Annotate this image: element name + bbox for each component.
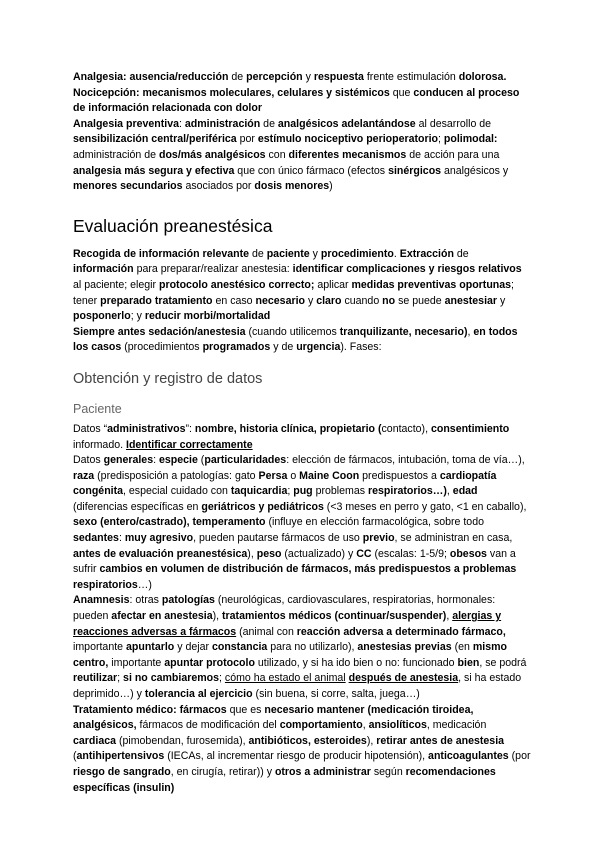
text-run: (<3 meses en perro y gato, <1 en caballo),: [323, 500, 527, 513]
text-run: no: [382, 294, 396, 307]
text-run: (influye en elección farmacológica, sobre todo: [265, 516, 484, 529]
text-run: apuntar protocolo: [164, 656, 255, 669]
text-run: ”:: [185, 422, 195, 435]
text-run: al desarrollo de: [415, 117, 492, 130]
text-run: respuesta: [313, 71, 364, 83]
text-run: si no cambiaremos: [123, 672, 220, 685]
text-run: ;: [219, 672, 225, 685]
text-run: pug: [293, 485, 313, 498]
text-run: con: [265, 148, 289, 161]
text-run: geriátricos y pediátricos: [201, 500, 324, 513]
text-run: informado.: [73, 438, 126, 451]
text-run: (diferencias específicas en: [73, 500, 202, 513]
text-run: cambios en volumen de distribución de fármacos, más predispuestos a problemas respiratorios: [73, 563, 517, 591]
text-run: Analgesia:: [73, 71, 127, 83]
text-run: ,: [446, 485, 453, 498]
text-run: se puede: [395, 294, 445, 307]
text-run: después de anestesia: [348, 672, 459, 685]
text-run: Persa: [258, 469, 288, 482]
text-run: y: [309, 247, 321, 260]
heading-evaluacion-preanestesica: Evaluación preanestésica: [73, 215, 273, 236]
text-run: : otras: [129, 594, 162, 607]
text-run: bien: [457, 656, 480, 669]
text-run: , medicación: [426, 719, 487, 732]
text-run: otros a administrar: [274, 765, 371, 778]
heading-paciente: Paciente: [73, 401, 122, 416]
text-run: contacto),: [381, 422, 431, 435]
text-run: Tratamiento médico:: [73, 703, 177, 716]
text-run: frente estimulación: [363, 71, 459, 83]
text-run: nombre, historia clínica, propietario (: [194, 422, 382, 435]
text-run: estímulo nociceptivo perioperatorio: [257, 133, 439, 146]
text-run: (cuando utilicemos: [245, 325, 340, 338]
paragraph-tratamiento-medico: [73, 703, 531, 797]
text-run: sensibilización central/periférica: [73, 133, 237, 146]
text-run: que: [389, 86, 414, 99]
text-run: procedimiento: [320, 247, 394, 260]
text-run: (: [73, 750, 77, 763]
text-run: predispuestos a: [359, 469, 440, 482]
text-run: menores secundarios: [73, 180, 183, 193]
text-run: y de: [270, 341, 297, 354]
text-run: , se administran en casa,: [394, 532, 513, 545]
text-run: comportamiento: [279, 719, 363, 732]
text-run: dolorosa.: [458, 71, 507, 83]
text-run: antihipertensivos: [76, 750, 165, 763]
text-run: posponerlo: [73, 310, 131, 323]
text-run: especie: [158, 454, 198, 467]
text-run: :: [118, 532, 125, 545]
text-run: Identificar correctamente: [126, 438, 253, 451]
document-page: [73, 70, 531, 796]
text-run: y: [305, 294, 317, 307]
text-run: (IECAs, al incrementar riesgo de producir hipotensión),: [164, 750, 429, 763]
text-run: antes de evaluación preanestésica: [73, 547, 248, 560]
text-run: , se podrá: [479, 656, 527, 669]
text-run: Datos “: [73, 422, 108, 435]
paragraph-analgesia: [73, 70, 531, 86]
text-run: programados: [202, 341, 271, 354]
text-run: …): [137, 578, 152, 591]
text-run: : elección de fármacos, intubación, toma de vía…),: [286, 454, 525, 467]
text-run: polimodal:: [443, 133, 498, 146]
text-run: (por: [508, 750, 531, 763]
text-run: cardiopatía congénita: [73, 469, 497, 498]
text-run: Datos: [73, 454, 104, 467]
text-run: (escalas: 1-5/9;: [371, 547, 450, 560]
text-run: ,: [362, 719, 369, 732]
text-run: de: [260, 117, 278, 130]
text-run: conducen al proceso de información relacionada con dolor: [73, 86, 520, 115]
paciente-section: [73, 422, 531, 796]
text-run: administrativos: [107, 422, 186, 435]
heading-obtencion-registro-datos: Obtención y registro de datos: [73, 370, 263, 387]
text-run: sedantes: [73, 532, 119, 545]
text-run: recomendaciones específicas (insulin): [73, 765, 496, 794]
text-run: (medicación tiroidea, analgésicos,: [73, 703, 474, 732]
text-run: (sin buena, si corre, salta, juega…): [252, 688, 420, 700]
text-run: (: [197, 454, 205, 467]
text-run: consentimiento: [430, 422, 510, 435]
text-run: Recogida de información relevante: [73, 247, 250, 260]
text-run: ;: [117, 672, 124, 685]
text-run: en caso: [212, 294, 256, 307]
text-run: (en: [451, 641, 473, 654]
text-run: que con único fármaco (efectos: [234, 164, 389, 177]
text-run: analgésicos adelantándose: [277, 117, 416, 130]
text-run: peso: [256, 547, 282, 560]
text-run: .: [393, 247, 400, 260]
text-run: anticoagulantes: [428, 750, 509, 763]
text-run: antibióticos, esteroides: [248, 734, 367, 747]
text-run: tranquilizante, necesario): [339, 325, 468, 338]
paragraph-datos-generales: [73, 453, 531, 593]
text-run: paciente: [266, 247, 310, 260]
text-run: administración: [184, 117, 261, 130]
text-run: riesgo de sangrado: [73, 765, 171, 778]
text-run: dos/más analgésicos: [158, 148, 266, 161]
text-run: de acción para una: [406, 148, 500, 161]
text-run: aplicar: [314, 278, 352, 291]
text-run: (pimobendan, furosemida),: [116, 734, 249, 747]
text-run: (procedimientos: [121, 341, 203, 354]
text-run: taquicardia: [230, 485, 288, 498]
text-run: diferentes mecanismos: [288, 148, 407, 161]
text-run: según: [370, 765, 406, 778]
text-run: importante: [108, 656, 165, 669]
text-run: cuando: [341, 294, 383, 307]
text-run: ): [329, 180, 333, 193]
evaluacion-section: [73, 247, 531, 356]
text-run: CC: [356, 547, 372, 560]
text-run: , si ha estado deprimido…) y: [73, 672, 522, 700]
text-run: en todos los casos: [73, 325, 518, 354]
text-run: respiratorios…): [368, 485, 447, 498]
text-run: :: [178, 117, 185, 130]
text-run: constancia: [211, 641, 268, 654]
text-run: ; y: [130, 310, 145, 323]
text-run: , en cirugía, retirar)) y: [170, 765, 275, 778]
text-run: anestesiar: [444, 294, 498, 307]
paragraph-anamnesis: [73, 593, 531, 702]
text-run: tolerancia al ejercicio: [144, 688, 253, 700]
text-run: ;: [438, 133, 444, 146]
text-run: edad: [452, 485, 478, 498]
text-run: raza: [73, 469, 95, 482]
text-run: Siempre antes sedación/anestesia: [73, 325, 246, 338]
text-run: ),: [366, 734, 377, 747]
text-run: reutilizar: [73, 672, 118, 685]
text-run: y: [497, 294, 506, 307]
text-run: previo: [362, 532, 395, 545]
text-run: ),: [247, 547, 257, 560]
text-run: anestesias previas: [357, 641, 452, 654]
text-run: sinérgicos: [388, 164, 442, 177]
text-run: Anamnesis: [73, 594, 130, 607]
text-run: fármacos de modificación del: [136, 719, 280, 732]
text-run: fármacos: [179, 703, 227, 716]
intro-section: [73, 70, 531, 195]
text-run: medidas preventivas oportunas: [351, 278, 512, 291]
text-run: de: [228, 71, 247, 83]
text-run: Analgesia preventiva: [73, 117, 179, 130]
text-run: :: [153, 454, 159, 467]
text-run: ausencia/reducción: [129, 71, 229, 83]
paragraph-nocicepcion: [73, 86, 531, 117]
text-run: y: [302, 71, 314, 83]
text-run: claro: [316, 294, 342, 307]
text-run: alergias y reacciones adversas a fármacos: [73, 610, 502, 638]
text-run: ; tener: [73, 278, 514, 307]
text-run: reducir morbi/mortalidad: [144, 310, 271, 323]
text-run: y dejar: [174, 641, 212, 654]
text-run: protocolo anestésico correcto;: [158, 278, 315, 291]
text-run: (animal con: [236, 625, 297, 638]
text-run: muy agresivo: [124, 532, 194, 545]
text-run: analgesia más segura y efectiva: [73, 164, 235, 177]
text-run: ,: [446, 610, 453, 623]
text-run: por: [236, 133, 258, 146]
text-run: retirar antes de anestesia: [376, 734, 505, 747]
text-run: percepción: [246, 71, 303, 83]
text-run: (actualizado) y: [281, 547, 357, 560]
text-run: afectar en anestesia: [111, 610, 213, 623]
text-run: (predisposición a patologías: gato: [94, 469, 259, 482]
text-run: ). Fases:: [340, 341, 382, 354]
text-run: dosis menores: [254, 180, 330, 193]
text-run: importante: [73, 641, 126, 654]
text-run: particularidades: [204, 454, 287, 467]
text-run: , pueden pautarse fármacos de uso: [193, 532, 363, 545]
text-run: o: [287, 469, 300, 482]
text-run: obesos: [449, 547, 487, 560]
text-run: van a sufrir: [73, 547, 516, 576]
text-run: Nocicepción: mecanismos moleculares, celulares y sistémicos: [73, 86, 390, 99]
text-run: Maine Coon: [299, 469, 360, 482]
text-run: administración de: [73, 148, 159, 161]
text-run: (neurológicas, cardiovasculares, respiratorias, hormonales: pueden: [73, 594, 496, 623]
text-run: información: [73, 263, 134, 276]
text-run: utilizado, y si ha ido bien o no: funcionado: [254, 656, 458, 669]
paragraph-siempre-antes: [73, 325, 531, 356]
text-run: de: [453, 247, 469, 260]
text-run: ),: [212, 610, 223, 623]
paragraph-datos-administrativos: [73, 422, 531, 453]
text-run: cardiaca: [73, 734, 116, 747]
text-run: problemas: [312, 485, 369, 498]
text-run: sexo (entero/castrado), temperamento: [73, 516, 266, 529]
text-run: para no utilizarlo),: [267, 641, 358, 654]
text-run: patologías: [161, 594, 215, 607]
text-run: generales: [103, 454, 154, 467]
text-run: mismo centro,: [73, 641, 507, 669]
text-run: para preparar/realizar anestesia:: [133, 263, 293, 276]
text-run: tratamientos médicos: [222, 610, 332, 623]
text-run: necesario mantener: [264, 703, 365, 716]
text-run: necesario: [255, 294, 305, 307]
text-run: analgésicos y: [441, 164, 509, 177]
paragraph-analgesia-preventiva: [73, 117, 531, 195]
text-run: reacción adversa a determinado fármaco,: [296, 625, 506, 638]
text-run: asociados por: [182, 180, 255, 193]
text-run: que es: [226, 703, 265, 716]
text-run: apuntarlo: [126, 641, 175, 654]
text-run: (continuar/suspender): [334, 610, 447, 623]
text-run: , especial cuidado con: [123, 485, 231, 498]
text-run: ansiolíticos: [368, 719, 427, 732]
text-run: cómo ha estado el animal: [224, 672, 346, 685]
text-run: urgencia: [296, 341, 341, 354]
text-run: Extracción: [399, 247, 454, 260]
text-run: de: [249, 247, 267, 260]
paragraph-recogida-informacion: [73, 247, 531, 325]
text-run: ,: [467, 325, 474, 338]
text-run: identificar complicaciones y riesgos relativos: [292, 263, 522, 276]
text-run: ;: [287, 485, 294, 498]
text-run: al paciente; elegir: [73, 278, 159, 291]
text-run: preparado tratamiento: [100, 294, 213, 307]
